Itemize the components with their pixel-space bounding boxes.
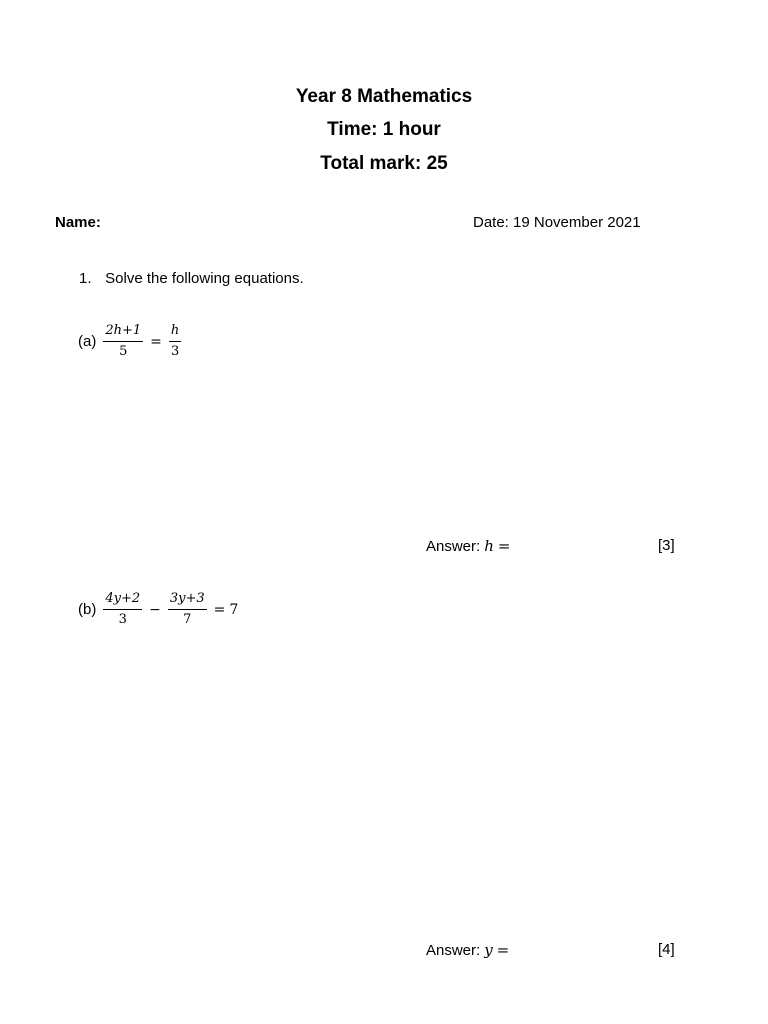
fraction-numerator: 3y+3	[168, 591, 207, 610]
answer-label: Answer:	[426, 538, 481, 555]
answer-line-b	[426, 941, 509, 959]
fraction-lhs-a	[103, 323, 143, 360]
fraction-denominator: 5	[119, 344, 128, 359]
rhs-value: 7	[229, 601, 239, 618]
fraction-numerator: 2h+1	[103, 323, 143, 342]
answer-equals: =	[497, 537, 511, 555]
page-title: Year 8 Mathematics	[295, 86, 473, 107]
answer-variable: h	[484, 537, 494, 555]
fraction-denominator: 3	[170, 344, 180, 359]
question-1-instruction-row	[79, 270, 304, 287]
part-a-label: (a)	[78, 333, 97, 350]
time-allowed: Time: 1 hour	[327, 119, 441, 140]
answer-line-a	[426, 537, 510, 555]
fraction-denominator: 3	[118, 612, 127, 627]
question-number: 1.	[79, 270, 92, 287]
answer-label: Answer:	[426, 942, 481, 959]
marks-a: [3]	[658, 537, 675, 554]
answer-equals: =	[496, 941, 510, 959]
answer-variable: y	[484, 941, 493, 959]
question-instruction: Solve the following equations.	[105, 270, 304, 287]
marks-b: [4]	[658, 941, 675, 958]
fraction-first-b	[103, 591, 142, 628]
part-b-label: (b)	[78, 601, 97, 618]
minus-sign: −	[149, 601, 161, 618]
fraction-denominator: 7	[183, 612, 192, 627]
fraction-numerator: h	[169, 323, 181, 342]
equation-a	[78, 323, 184, 360]
total-mark: Total mark: 25	[320, 153, 448, 174]
fraction-rhs-a	[169, 323, 181, 360]
fraction-numerator: 4y+2	[103, 591, 142, 610]
fraction-second-b	[168, 591, 207, 628]
equals-sign: =	[213, 601, 226, 618]
name-label: Name:	[55, 214, 101, 231]
equation-b	[78, 591, 242, 628]
equals-sign: =	[150, 333, 162, 350]
exam-date: Date: 19 November 2021	[473, 214, 641, 231]
